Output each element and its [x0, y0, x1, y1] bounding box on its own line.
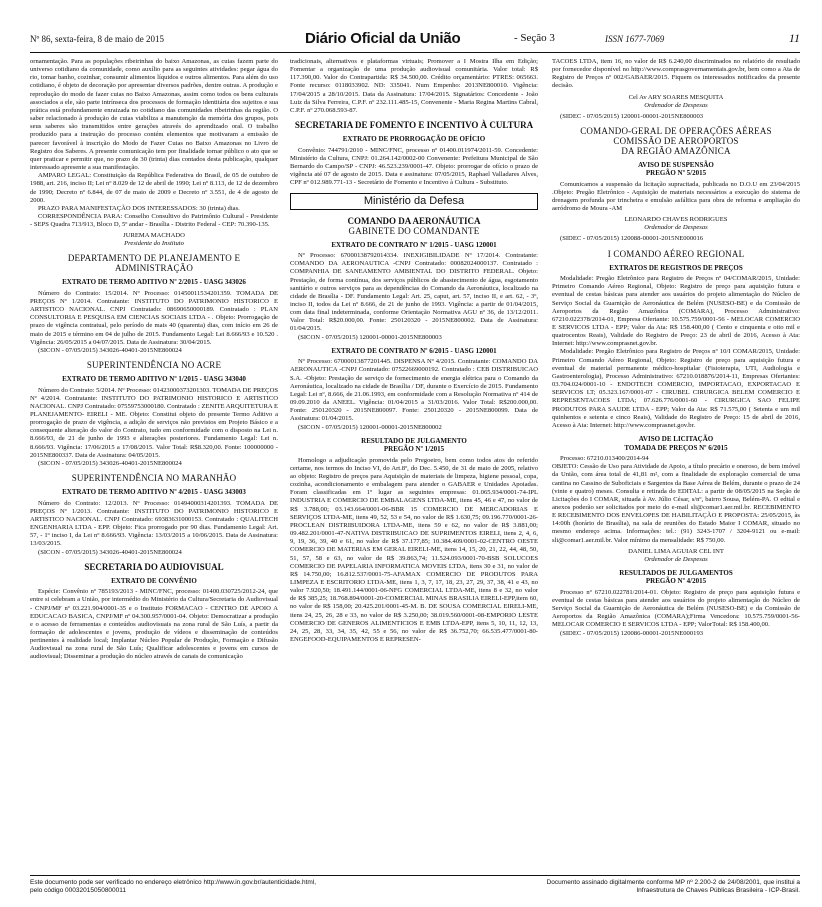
paragraph: Modalidade: Pregão Eletrônico para Registro de Preços nº 10/I COMAR/2015, Unidade: Primeiro Comando Aéreo Regional, Objeto: Registro de preço para aquisição futura e eventual de material permanente médico-hospitalar (Fisioterapia, UTI, Audiologia e Gastroenterologia), Processo Administrativo: 67210.018876/2014-11, Empresas Ofertantes: 03.704.024/0001-10 - ENDOTECH COMERCIO, IMPORTACAO, EXPORTACAO E SERVICOS LT; 05.323.167/0001-07 - CIRUBEL CIRURGICA BELEM COMERCIO E REPRESENTACOES LTDA; 07.626.776/0001-60 - CIRURGICA SAO FELIPE PRODUTOS PARA SAUDE LTDA - EPP; Valor da Ata: R$ 71.575,00 ( Setenta e um mil quinhentos e setenta e cinco Reais), Validade do Registro de Preço: 15 de abril de 2016, Acesso à Ata: Internet: http://www.comprasnet.gov.br. [552, 348, 800, 429]
signer-role: Ordenador de Despesas [644, 224, 708, 232]
section-label: - Seção 3 [514, 32, 555, 44]
sicon-reference: (SICON - 07/05/2015) 120001-00001-2015NE800002 [298, 423, 442, 431]
paragraph: Comunicamos a suspensão da licitação supracitada, publicada no D.O.U em 23/04/2015 .Objeto: Pregão Eletrônico - Aquisição de materiais necessários a execução do sistema de drenagem profunda por trincheira e emulsão asfáltica para obra de reforma e ampliação do aeródromo de Moura -AM [552, 180, 800, 213]
paragraph: Modalidade: Pregão Eletrônico para Registro de Preços nº 04/COMAR/2015, Unidade: Primeiro Comando Aéreo Regional, Objeto: Registro de preço para aquisição futura e eventual de cestas básicas para atender aos usuários do projeto alimentação do Núcleo de Serviço Social da Guarnição de Aeronáutica de Belém (NUSESO-BE) e da Comissão de Aeroportos da Região Amazônica (COMARA), Processo Administrativo: 67210.022378/2014-01, Empresa Ofertante: 10.575.759/0001-56 - MELOCAR COMERCIO E SERVICOS LTDA - EPP; Valor da Ata: R$ 158.400,00 ( Cento e cinquenta e oito mil e quatrocentos Reais), Validade do Registro de Preço: 23 de abril de 2016, Acesso à Ata: Internet: http://www.comprasnet.gov.br. [552, 275, 800, 348]
signature-block [552, 548, 800, 564]
signer-role: Presidente do Instituto [124, 240, 184, 248]
paragraph: ornamentação. Para as populações ribeirinhas do baixo Amazonas, as cuias fazem parte do universo cotidiano da comunidade, como auxílio para as seguintes atividades: pegar água do rio, tomar banho, cozinhar, consumir alimentos líquidos e outros alimentos. Para além do uso cotidiano, é objeto de decoração por apresentar diversos padrões, dentre outras. A produção e reprodução do modo de fazer cuias no Baixo Amazonas, assim como todos os bens culturais associados a ele, são parte intrínseca dos processos de formação identitária dos sujeitos e sua prática está profundamente enraizada no cotidiano das comunidades ribeirinhas da região. O saber relacionado à produção de cuias viabiliza a manutenção da memória dos grupos, pois seus saberes são transmitidos entre gerações através do aprendizado oral. O trabalho produzido para a instrução do processo contém elementos que motivaram a emissão de parecer favorável à inscrição do Modo de Fazer Cuias no Baixo Amazonas no Livro de Registro dos Saberes. A presente comunicação tem por finalidade tornar público o ato que se quer praticar e permitir que, no prazo de 30 (trinta) dias contados desta publicação, qualquer interessado apresente a sua manifestação. [30, 58, 278, 172]
header-rule [30, 52, 800, 53]
subheading: EXTRATO DE CONVÊNIO [111, 576, 197, 585]
section-heading: SECRETARIA DO AUDIOVISUAL [84, 561, 224, 572]
sidec-reference: (SIDEC - 07/05/2015) 120086-00001-2015NE000193 [560, 629, 704, 637]
section-heading: COMANDO-GERAL DE OPERAÇÕES AÉREAS [580, 125, 772, 136]
signature-block [552, 216, 800, 232]
subheading: TOMADA DE PREÇOS Nº 6/2015 [624, 443, 728, 452]
section-heading: COMANDO DA AERONÁUTICA [347, 215, 481, 226]
subheading: EXTRATOS DE REGISTROS DE PREÇOS [609, 263, 743, 272]
sicon-reference: (SICON - 07/05/2015) 343026-40401-2015NE800024 [38, 459, 182, 467]
signer-name: DANIEL LIMA AGUIAR CEL INT [628, 547, 724, 555]
section-heading: GABINETE DO COMANDANTE [348, 225, 480, 236]
footer-text: Este documento pode ser verificado no endereço eletrônico http://www.in.gov.br/autenticidade.html, [30, 879, 317, 886]
footer-verification [30, 879, 360, 895]
paragraph: Convênio: 744791/2010 - MINC/FNC, processo nº 01400.011974/2011-59. Concedente: Ministério da Cultura, CNPJ: 01.264.142/0002-00 Convenente: Prefeitura Municipal de São Bernardo do Campo/SP - CNPJ: 46.523.239/0001-47. Objeto: prorrogar de ofício o prazo de vigência até 07 de agosto de 2015. Data e assinatura: 07/05/2015, Raphael Valladares Alves, CPF nº 012.989.771-13 - Secretário de Fomento e Incentivo à Cultura - Substituto. [290, 146, 538, 187]
subheading: RESULTADO DE JULGAMENTO [361, 436, 467, 445]
section-heading: DA REGIÃO AMAZÔNICA [621, 145, 731, 156]
subheading: AVISO DE SUSPENSÃO [638, 160, 714, 169]
section-heading: SUPERINTENDÊNCIA NO ACRE [86, 360, 222, 371]
ministry-box: Ministério da Defesa [290, 193, 538, 209]
section-heading: I COMANDO AÉREO REGIONAL [607, 248, 745, 259]
issn: ISSN 1677-7069 [605, 34, 665, 44]
sidec-reference: (SIDEC - 07/05/2015) 120001-00001-2015NE800003 [560, 112, 704, 120]
paragraph: TACOES LTDA, item 16, no valor de R$ 6.240,00 discriminados no relatório de resultado por fornecedor disponível no http://www.comprasgovernamentais.gov.br, bem como a Ata de Registro de Preços nº 002/GABAER/2015. Fiquem os interessados notificados da presente decisão. [552, 58, 800, 90]
paragraph: CORRESPONDÊNCIA PARA: Conselho Consultivo do Patrimônio Cultural - Presidente - SEPS Quadra 713/913, Bloco D, 5º andar - Brasília - Distrito Federal - CEP: 70.390-135. [30, 212, 278, 229]
footer-text: Documento assinado digitalmente conforme MP nº 2.200-2 de 24/08/2001, que institui a [546, 879, 800, 886]
subheading: PREGÃO Nº 5/2015 [645, 169, 707, 178]
sicon-reference: (SICON - 07/05/2015) 343026-40401-2015NE800024 [38, 548, 182, 556]
paragraph: Número do Contrato: 15/2014. Nº Processo: 01450011534201359. TOMADA DE PREÇOS Nº 1/2014. Contratante: INSTITUTO DO PATRIMONIO HISTORICO E ARTISTICO NACIONAL. CNPJ Contratado: 08690650000189. Contratado : PLAN CONSULTORIA E PESQUISA EM CIENCIAS SOCIAIS LTDA - . Objeto: Prorrogação de prazo de vigência contratual, pelo período de mais 40 (quarenta) dias, com início em 26 de maio de 2015 e término em 04 de julho de 2015. Fundamento Legal: Lei 8.666/93 e 10.520 . Vigência: 26/05/2015 a 04/07/2015. Data de Assinatura: 30/04/2015. [30, 289, 278, 346]
section-heading: SECRETARIA DE FOMENTO E INCENTIVO À CULTURA [294, 120, 534, 131]
issue-date: Nº 86, sexta-feira, 8 de maio de 2015 [30, 34, 164, 44]
subheading: EXTRATO DE CONTRATO Nº 6/2015 - UASG 120001 [331, 346, 497, 355]
subheading: AVISO DE LICITAÇÃO [638, 435, 714, 444]
sicon-reference: (SICON - 07/05/2015) 343026-40401-2015NE800024 [38, 346, 182, 354]
paragraph: Processo nº 67210.022781/2014-01. Objeto: Registro de preço para aquisição futura e eventual de cestas básicas para atender aos usuários do projeto alimentação do Núcleo de Serviço Social da Guarnição de Aeronáutica de Belém (NUSESO-BE) e da Comissão de Aeroportos da Região Amazônica (COMARA);Firma Vencedora: 10.575.759/0001-56- MELOCAR COMERCIO E SERVICOS LTDA - EPP; ValorTotal: R$ 158.400,00. [552, 588, 800, 629]
section-heading: SUPERINTENDÊNCIA NO MARANHÃO [71, 473, 237, 484]
paragraph: Homologo a adjudicação promovida pelo Pregoeiro, bem como todos atos do referido certame, nos termos do Inciso VI, do Art.8º, do Dec. 5.450, de 31 de maio de 2005, relativo ao objeto: Registro de preços para Aquisição de materiais de limpeza, higiene pessoal, copa, cozinha, acondicionamento e embalagem para atender o GABAER e Unidades Apoiadas. Foram classificadas em 1º lugar as seguintes empresas: 01.065.934/0001-74-IPL INDUSTRIA E COMERCIO DE EMBALAGENS LTDA-ME, itens 45, 46 e 47, no valor de R$ 3.788,00; 03.143.664/0001-06-BBR 15 COMERCIO DE MERCADORIAS E SERVIÇOS LTDA-ME, itens 49, 52, 53 e 54, no valor de R$ 1.630,75; 09.196.770/0001-26-PROCLEAN DISTRIBUIDORA LTDA-ME, itens 59 e 62, no valor de R$ 3.881,00; 09.482.201/0001-47-NATIVA DISTRIBUICAO DE SUPRIMENTOS EIRELI, itens 2, 4, 6, 9, 19, 36, 39, 40 e 61, no valor de R$ 37.177,85; 10.384.409/0001-02-CENTRO OESTE COMERCIO DE MATERIAS EM GERAL EIRELI-ME, itens 14, 15, 20, 21, 22, 44, 48, 50, 51, 57, 58 e 63, no valor de R$ 39.863,74; 11.524.093/0001-70-BSB SOLUCOES COMERCIO DE PAPELARIA INFORMATICA MOVEIS LTDA, itens 30 e 31, no valor de R$ 14.750,00; 16.812.537/0001-75-AFAMAX COMERCIO DE PRODUTOS PARA LIMPEZA E ESCRITORIO LTDA-ME, itens 1, 3, 7, 17, 18, 23, 27, 29, 37, 38, 41 e 43, no valor 7.920,50; 18.491.144/0001-06-NFG COMERCIAL LTDA-ME, itens 8 e 32, no valor de R$ 385,25; 18.768.894/0001-20-COMERCIAL MINAS BRASILIA EIRELI-EPP,item 60, no valor de R$ 158,00; 20.425.201/0001-45-M. B. DE SOUSA COMERCIAL EIRELI-ME, itens 24, 25, 26, 28 e 33, no valor de R$ 3.250,00; 38.019.560/0001-08-EMPORIO LESTE COMERCIO DE GENEROS ALIMENTICIOS E EMB LTDA-EPP, itens 5, 10, 11, 12, 13, 24, 25, 28, 33, 34, 35, 42, 55 e 56, no valor de R$ 36.752,70; 66.535.477/0001-80-ENGEFOOD-EQUIPAMENTOS E REPRESEN- [290, 456, 538, 644]
column-1 [30, 58, 278, 662]
subheading: RESULTADOS DE JULGAMENTOS [619, 568, 733, 577]
section-heading: DEPARTAMENTO DE PLANEJAMENTO E ADMINISTRAÇÃO [67, 253, 241, 274]
paragraph: Nº Processo: 67000138792014334. INEXIGIBILIDADE Nº 17/2014. Contratante: COMANDO DA AERONAUTICA -CNPJ Contratado: 00082024000137. Contratado : COMPANHIA DE SANEAMENTO AMBIENTAL DO DISTRITO FEDERAL. Objeto: Prestação, de forma contínua, dos serviços públicos de abastecimento de água, esgotamento sanitário e outros serviços para as dependências do Comando da Aeronáutica, localizado na cidade de Brasília - DF. Fundamento Legal: Art. 25, caput, art. 57, inciso II, e art. 62, - 3º, inciso II, todos da Lei nº 8.666, de 21 de junho de 1993. Vigência: a partir de 01/04/2015, com data final indeterminada, conforme Orientação Normativa AGU nº 36, de 13/12/2011. Valor Total: R$20.000,00. Fonte: 250120320 - 2015NE800002. Data de Assinatura: 01/04/2015. [290, 252, 538, 333]
subheading: EXTRATO DE PRORROGAÇÃO DE OFÍCIO [342, 135, 486, 144]
subheading: EXTRATO DE TERMO ADITIVO Nº 1/2015 - UASG 343040 [62, 375, 246, 384]
paragraph: Processo: 67210.013400/2014-94 [560, 455, 649, 463]
page-number: 11 [788, 31, 800, 45]
footer-text: pelo código 00032015050800011 [30, 887, 127, 894]
page-header [30, 32, 800, 52]
paragraph: Espécie: Convênio nº 785193/2013 - MINC/FNC, processo: 01400.030725/2012-24, que entre si celebram a União, por intermédio do Ministério da Cultura/Secretaria do Audiovisual - CNPJ/MF nº 03.221.904/0001-35 e o Instituto FORMACAO - CENTRO DE APOIO A EDUCACAO BASICA, CNPJ/MF nº 04.300.957/0001-04. Objeto: Democratizar a produção e o acesso de ferramentas e conteúdos audiovisuais na zona rural de São Luís, a partir da formação de adolescentes e jovens, produção de vídeos e disseminação de conteúdos pertinentes à realidade local; Implantar Núcleo Popular de Produção, Formação e Difusão Audiovisual na zona rural de São Luís; Qualificar adolescentes e jovens em cursos de audiovisual; Disseminar a produção do núcleo através de canais de comunicação [30, 588, 278, 661]
column-2 [290, 58, 538, 644]
sidec-reference: (SIDEC - 07/05/2015) 120088-00001-2015NE000016 [560, 235, 704, 243]
signature-block [30, 232, 278, 248]
paragraph: Número do Contrato: 12/2013. Nº Processo: 01494000314201393. TOMADA DE PREÇOS Nº 1/2013. Contratante: INSTITUTO DO PATRIMONIO HISTORICO E ARTISTICO NACIONAL. CNPJ Contratado: 69383631000153. Contratado : QUALITECH ENGENHARIA LTDA - EPP. Objeto: Fica prorrogado por 90 dias. Fundamento Legal: Art. 57, - 1º inciso I, da Lei nº 8.666/93. Vigência: 13/03/2015 a 10/06/2015. Data de Assinatura: 13/03/2015. [30, 499, 278, 548]
signer-name: JUREMA MACHADO [123, 232, 185, 240]
paragraph: OBJETO: Cessão de Uso para Atividade de Apoio, a título precário e oneroso, de bem imóvel da União, com área total de 41,81 m², com a finalidade de exploração comercial de uma cantina no Cassino de Suboficiais e Sargentos da Base Aérea de Belém, durante o prazo de 24 (vinte e quatro) meses. Consulta e retirada do EDITAL: a partir de 08/05/2015 na Seção de Licitações do I COMAR, situada à Av. Júlio César, s/nº, bairro Sousa, Belém-PA. O edital e anexos poderão ser solicitados por meio do e-mail sli@comar1.aer.mil.br. RECEBIMENTO E RECEBIMENTO DOS ENVELOPES DE HABILITAÇÃO E PROPOSTA: 25/05/2015, às 14:00h (horário de Brasília), na sala de reuniões do Estado Maior I COMAR, situado no mesmo endereço acima. Informações: tel.: (91) 3243-1707 / 3204-9121 ou e-mail: sli@comar1.aer.mil.br. Valor mínimo da mensalidade: R$ 750,00. [552, 463, 800, 544]
footer-text: Infraestrutura de Chaves Públicas Brasileira - ICP-Brasil. [636, 887, 800, 894]
paragraph: tradicionais, alternativos e plataformas virtuais; Promover a I Mostra Ilha em Edição; Fomentar a organização de uma produção audiovisual comunitária. Valor total: R$ 117.390,00. Valor do Contrapartida: R$ 34.500,00. Crédito orçamentário: PTRES: 065663. Fonte recurso: 0118033902. ND: 335041. Num Empenho: 2013NE800010. Vigência: 17/04/2015 a 28/10/2015. Data da Assinatura: 17/04/2015. Signatários: Concedente - João Luiz da Silva Ferreira, C.P.F. nº 232.111.485-15, Convenente - Maria Regina Martins Cabral, C.P.F. nº 270.068.593-87. [290, 58, 538, 114]
paragraph: Número do Contrato: 5/2014. Nº Processo: 01423000373201303. TOMADA DE PREÇOS Nº 4/2014. Contratante: INSTITUTO DO PATRIMONIO HISTORICO E ARTISTICO NACIONAL. CNPJ Contratado: 07559753000180. Contratado : ZENITE ARQUITETURA E PLANEJAMENTO- EIRELI - ME. Objeto: Constitui objeto do presente Termo Aditivo a prorrogação de prazo de vigência, a adição de serviços não previstos em Projeto Básico e a consequente alteração do valor do Contrato, tudo em conformidade com o disposto na Lei n. 8.666/93, de 21 de junho de 1993 e alterações posteriores. Fundamento Legal: Lei n. 8.666/93. Vigência: 17/06/2015 a 17/08/2015. Valor Total: R$8.320,00. Fonte: 100000000 - 2015NE800337. Data de Assinatura: 04/05/2015. [30, 386, 278, 459]
paragraph: Nº Processo: 67000013877201445. DISPENSA Nº 4/2015. Contratante: COMANDO DA AERONAUTICA -CNPJ Contratado: 07522669000192. Contratado : CEB DISTRIBUICAO S.A. -Objeto: Prestação de serviço de fornecimento de energia elétrica para o Comando da Aeronáutica, localizado na cidade de Brasília / DF, durante o Exercício de 2015. Fundamento Legal: Lei nº, 8.666, de 21.06.1993, em conformidade com a Resolução Normativa nº 414 de 09.09.2010 da ANEEL. Vigência: 01/04/2015 a 31/03/2016. Valor Total: R$200.000,00. Fonte: 250120320 - 2015NE800097. Fonte: 250120320 - 2015NE800099. Data de Assinatura: 01/04/2015. [290, 358, 538, 423]
signer-name: Cel Av ARY SOARES MESQUITA [628, 93, 724, 101]
subheading: PREGÃO Nº 4/2015 [645, 577, 707, 586]
signer-name: LEONARDO CHAVES RODRIGUES [624, 216, 728, 224]
sicon-reference: (SICON - 07/05/2015) 120001-00001-2015NE800003 [298, 333, 442, 341]
footer-signature-note [470, 879, 800, 895]
subheading: EXTRATO DE CONTRATO Nº 1/2015 - UASG 120001 [331, 240, 497, 249]
signer-role: Ordenador de Despesas [644, 555, 708, 563]
signer-role: Ordenador de Despesas [644, 101, 708, 109]
subheading: EXTRATO DE TERMO ADITIVO Nº 2/2015 - UASG 343026 [62, 278, 246, 287]
footer-rule [30, 875, 800, 876]
signature-block [552, 94, 800, 110]
subheading: EXTRATO DE TERMO ADITIVO Nº 4/2015 - UASG 343003 [62, 488, 246, 497]
gazette-title: Diário Oficial da União [305, 30, 461, 47]
paragraph: AMPARO LEGAL: Constituição da República Federativa do Brasil, de 05 de outubro de 1988, art. 216, inciso II; Lei nº 8.029 de 12 de abril de 1990; Lei nº 8.113, de 12 de dezembro de 1990; Decreto nº 6.844, de 07 de maio de 2009 e Decreto nº 3.551, de 4 de agosto de 2000. [30, 172, 278, 204]
paragraph: PRAZO PARA MANIFESTAÇÃO DOS INTERESSADOS: 30 (trinta) dias. [38, 204, 240, 212]
column-3 [552, 58, 800, 638]
subheading: PREGÃO Nº 1/2015 [383, 445, 445, 454]
section-heading: COMISSÃO DE AEROPORTOS [613, 135, 739, 146]
